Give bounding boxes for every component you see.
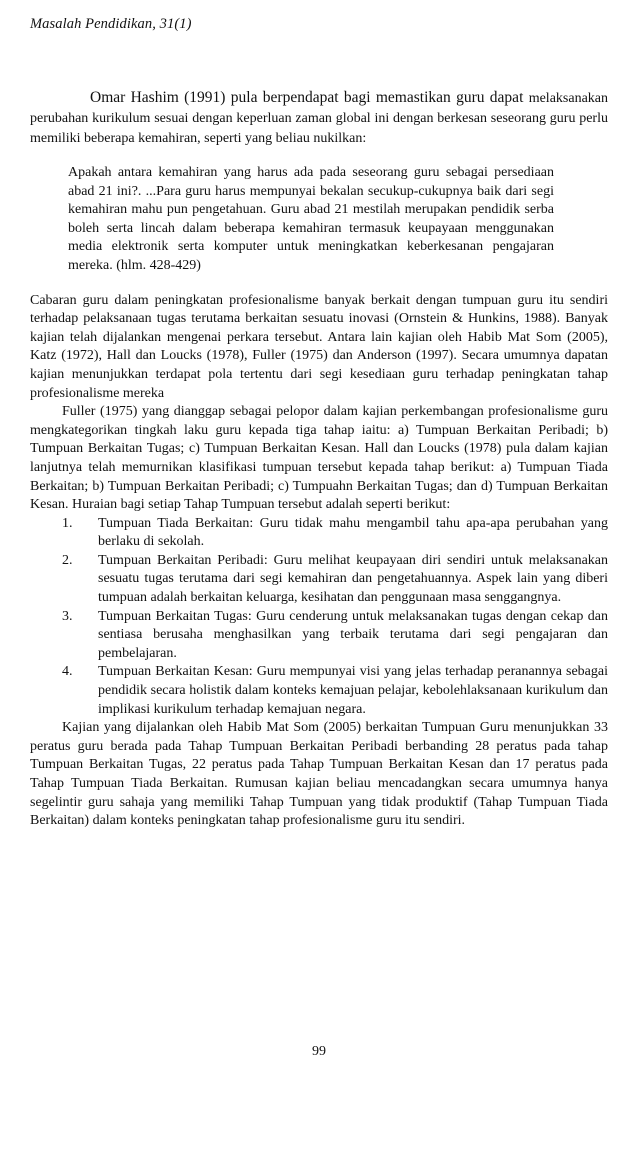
list-item-number: 2. — [62, 552, 73, 568]
list-item-number: 1. — [62, 515, 73, 531]
list-item-text: Tumpuan Berkaitan Tugas: Guru cenderung untuk melaksanakan tugas dengan cekap dan sentiasa berusaha menghasilkan yang terbaik terutama dari segi pengajaran dan pembelajaran. — [98, 608, 608, 661]
paragraph-continuation: melaksanakan perubahan kurikulum sesuai dengan keperluan zaman global ini dengan berkesan seseorang guru perlu memiliki beberapa kemahiran, seperti yang beliau nukilkan: — [30, 91, 608, 146]
paragraph-habib-mat-som: Kajian yang dijalankan oleh Habib Mat Som (2005) berkaitan Tumpuan Guru menunjukkan 33 peratus guru berada pada Tahap Tumpuan Berkaitan Peribadi berbanding 28 peratus pada tahap Tumpuan Berkaitan Tugas, 22 peratus pada Tahap Tumpuan Berkaitan Kesan dan 17 peratus pada Tahap Tumpuan Tiada Berkaitan. Rumusan kajian beliau mencadangkan secara umumnya hanya segelintir guru sahaja yang memiliki Tahap Tumpuan yang tidak produktif (Tahap Tumpuan Tiada Berkaitan) dalam konteks peningkatan tahap profesionalisme guru itu sendiri. — [30, 720, 608, 829]
list-item-text: Tumpuan Berkaitan Kesan: Guru mempunyai visi yang jelas terhadap peranannya sebagai pendidik secara holistik dalam konteks kemajuan pelajar, kebolehlaksanaan kurikulum dan implikasi kurikulum terhadap kemajuan negara. — [98, 664, 608, 717]
page-number: 99 — [312, 1044, 326, 1059]
list-item-number: 3. — [62, 608, 73, 624]
list-item — [30, 552, 608, 608]
article-body — [30, 88, 608, 831]
list-item-text: Tumpuan Berkaitan Peribadi: Guru melihat keupayaan diri sendiri untuk melaksanakan sesuatu tugas terutama dari segi kemahiran dan pengetahuannya. Aspek lain yang diberi tumpuan adalah berkaitan keluarga, kesihatan dan penggunaan masa senggangnya. — [98, 552, 608, 606]
stage-list — [30, 515, 608, 720]
paragraph-lead: Omar Hashim (1991) pula berpendapat bagi memastikan guru dapat — [90, 89, 524, 106]
list-item-number: 4. — [62, 664, 73, 680]
list-item-text: Tumpuan Tiada Berkaitan: Guru tidak mahu mengambil tahu apa-apa perubahan yang berlaku di sekolah. — [98, 515, 608, 550]
list-item — [30, 663, 608, 719]
list-item — [30, 515, 608, 552]
running-head: Masalah Pendidikan, 31(1) — [30, 16, 192, 32]
paragraph-fuller: Fuller (1975) yang dianggap sebagai pelopor dalam kajian perkembangan profesionalisme guru mengkategorikan tingkah laku guru kepada tiga tahap iaitu: a) Tumpuan Berkaitan Peribadi; b) Tumpuan Berkaitan Tugas; c) Tumpuan Berkaitan Kesan. Hall dan Loucks (1978) pula dalam kajian lanjutnya telah memurnikan klasifikasi tumpuan tersebut kepada tahap berikut: a) Tumpuan Tiada Berkaitan; b) Tumpuan Berkaitan Peribadi; c) Tumpuahn Berkaitan Tugas; dan d) Tumpuan Berkaitan Kesan. Huraian bagi setiap Tahap Tumpuan tersebut adalah seperti berikut: — [30, 404, 608, 513]
paragraph-omar-hashim — [30, 88, 608, 148]
paragraph-cabaran-guru: Cabaran guru dalam peningkatan profesionalisme banyak berkait dengan tumpuan guru itu sendiri terhadap pelaksanaan tugas terutama berkaitan sesuatu inovasi (Ornstein & Hunkins, 1988). Banyak kajian telah dijalankan mengenai perkara tersebut. Antara lain kajian oleh Habib Mat Som (2005), Katz (1972), Hall dan Loucks (1978), Fuller (1975) dan Anderson (1997). Secara umumnya dapatan kajian menunjukkan terdapat pola tertentu dari segi kesediaan guru terhadap peningkatan tahap profesionalisme mereka — [30, 292, 608, 401]
block-quote: Apakah antara kemahiran yang harus ada pada seseorang guru sebagai persediaan abad 21 ini?. ...Para guru harus mempunyai bekalan secukup-cukupnya baik dari segi kemahiran mahu pun pengetahuan. Guru abad 21 mestilah merupakan pendidik serba boleh serta lincah dalam beberapa kemahiran termasuk keupayaan menggunakan media elektronik serta komputer untuk meningkatkan keberkesanan pengajaran mereka. (hlm. 428-429) — [68, 165, 554, 273]
list-item — [30, 608, 608, 664]
